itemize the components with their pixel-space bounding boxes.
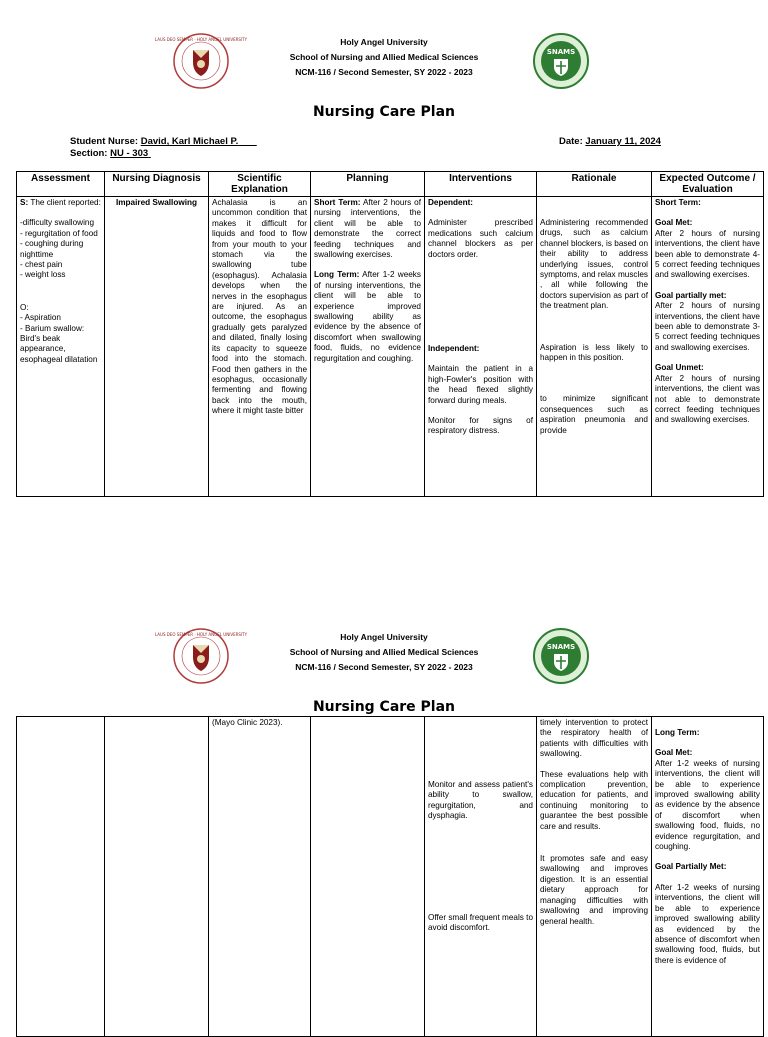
page-header <box>0 0 768 100</box>
header-text <box>0 630 768 675</box>
goal-met-label: Goal Met: <box>655 218 693 228</box>
long-term-goal: After 1-2 weeks of nursing interventions, the client will be able to experience improved swallowing ability as evidence by the absence of discomfort when swallowing food, fluids, no evidence regurgitation and coughing. <box>314 270 421 363</box>
section-value: NU - 303 <box>110 148 149 159</box>
school-name: School of Nursing and Allied Medical Sciences <box>289 52 479 62</box>
table-header-row <box>17 172 764 197</box>
page-title: Nursing Care Plan <box>312 699 456 715</box>
objective-item: - Aspiration <box>20 313 61 323</box>
goal-partially-met-label: Goal Partially Met: <box>655 862 727 872</box>
seal-lettering: SNAMS <box>546 48 576 56</box>
course-line: NCM-116 / Second Semester, SY 2022 - 2023 <box>295 67 473 77</box>
long-term-label: Long Term: <box>655 728 700 737</box>
course-line: NCM-116 / Second Semester, SY 2022 - 2023 <box>295 662 473 672</box>
intervention-item: Offer small frequent meals to avoid discomfort. <box>428 912 533 933</box>
goal-unmet-label: Goal Unmet: <box>655 363 704 373</box>
column-header: Interventions <box>425 172 537 197</box>
subjective-label: S: <box>20 198 29 207</box>
independent-label: Independent: <box>428 344 480 354</box>
date-line <box>559 136 661 147</box>
diagnosis-cell <box>105 717 209 1037</box>
planning-cell <box>311 197 425 497</box>
goal-partially-met-text: After 2 hours of nursing interventions, the client have been able to demonstrate 3-5 correct feeding techniques and swallowing exercises. <box>655 301 760 352</box>
seal-lettering: LAUS DEO SEMPER · HOLY ANGEL UNIVERSITY <box>154 632 248 637</box>
diagnosis-cell: Impaired Swallowing <box>105 197 209 497</box>
long-term-label: Long Term: <box>314 270 360 280</box>
column-header: Scientific Explanation <box>209 172 311 197</box>
column-header: Planning <box>311 172 425 197</box>
symptom-item: - regurgitation of food <box>20 228 98 238</box>
intervention-item: Maintain the patient in a high-Fowler's position with the head flexed slightly forward during meals. <box>428 364 533 405</box>
seal-lettering: SNAMS <box>546 643 576 651</box>
school-name: School of Nursing and Allied Medical Sciences <box>289 647 479 657</box>
evaluation-cell <box>652 717 764 1037</box>
rationale-cell <box>537 197 652 497</box>
rationale-item: to minimize significant consequences such as aspiration pneumonia and provide <box>540 394 648 435</box>
symptom-item: - weight loss <box>20 270 66 280</box>
header-text <box>0 35 768 80</box>
assessment-cell <box>17 717 105 1037</box>
university-name: Holy Angel University <box>340 632 428 642</box>
student-nurse-label: Student Nurse: <box>70 136 141 147</box>
short-term-label: Short Term: <box>655 198 701 207</box>
goal-met-text: After 1-2 weeks of nursing interventions, the client will be able to experience improved swallowing ability as evidence by the absence of discomfort when swallowing food, fluids, no evidence regurgitation, and coughing. <box>655 758 760 852</box>
column-header: Rationale <box>537 172 652 197</box>
page-title: Nursing Care Plan <box>312 104 456 120</box>
interventions-cell <box>425 717 537 1037</box>
university-name: Holy Angel University <box>340 37 428 47</box>
rationale-cell <box>537 717 652 1037</box>
table-row <box>17 717 764 1037</box>
column-header: Nursing Diagnosis <box>105 172 209 197</box>
care-plan-table-continued <box>16 716 764 1037</box>
student-nurse-line <box>70 136 257 147</box>
symptom-item: - coughing during nighttime <box>20 239 84 259</box>
evaluation-cell <box>652 197 764 497</box>
goal-partially-met-text: After 1-2 weeks of nursing interventions, the client will be able to experience improved swallowing ability as evidenced by the absence of discomfort when swallowing food, fluids, but there is evidence of <box>655 882 760 965</box>
scientific-explanation-cell: Achalasia is an uncommon condition that makes it difficult for liquids and food to flow from your mouth to your stomach via the swallowing tube (esophagus). Achalasia develops when the nerves in the esophagus are injured. As an outcome, the esophagus gradually gets paralyzed and dilated, finally losing its capacity to squeeze food into the stomach. Food then gathers in the esophagus, occasionally fermenting and flowing back into the mouth, where it might taste bitter <box>209 197 311 497</box>
intervention-item: Monitor for signs of respiratory distress. <box>428 416 533 436</box>
seal-lettering: LAUS DEO SEMPER · HOLY ANGEL UNIVERSITY <box>154 37 248 42</box>
short-term-goal: After 2 hours of nursing interventions, the client will be able to demonstrate the correct feeding techniques and swallowing exercises. <box>314 198 421 260</box>
assessment-cell <box>17 197 105 497</box>
dependent-label: Dependent: <box>428 198 474 207</box>
snams-seal-icon <box>532 627 590 685</box>
column-header: Expected Outcome / Evaluation <box>652 172 764 197</box>
intervention-item: Administer prescribed medications such calcium channel blockers as per doctors order. <box>428 218 533 259</box>
care-plan-table <box>16 171 764 497</box>
interventions-cell <box>425 197 537 497</box>
short-term-label: Short Term: <box>314 198 361 207</box>
rationale-item: Aspiration is less likely to happen in this position. <box>540 342 648 363</box>
intervention-item: Monitor and assess patient's ability to swallow, regurgitation, and dysphagia. <box>428 780 533 821</box>
goal-met-label: Goal Met: <box>655 748 693 758</box>
symptom-item: -difficulty swallowing <box>20 218 95 228</box>
goal-partially-met-label: Goal partially met: <box>655 290 727 300</box>
date-label: Date: <box>559 136 586 147</box>
column-header: Assessment <box>17 172 105 197</box>
objective-label: O: <box>20 302 29 312</box>
goal-met-text: After 2 hours of nursing interventions, the client have been able to demonstrate 4-5 correct feeding techniques and swallowing exercises. <box>655 228 760 280</box>
care-plan-page-2 <box>0 595 768 1024</box>
rationale-item: Administering recommended drugs, such as calcium channel blockers, is based on their ability to address underlying issues, control symptoms, and relax muscles , all while following the doctors supervision as part of the treatment plan. <box>540 218 648 311</box>
scientific-explanation-cell: (Mayo Clinic 2023). <box>209 717 311 1037</box>
rationale-item: It promotes safe and easy swallowing and improves digestion. It is an essential dietary approach for managing difficulties with swallowing and improving general health. <box>540 854 648 926</box>
section-label: Section: <box>70 148 111 159</box>
section-line <box>70 148 151 159</box>
rationale-item: These evaluations help with complication prevention, education for patients, and continuing monitoring to guarantee the best possible care and results. <box>540 769 648 831</box>
date-value: January 11, 2024 <box>585 136 661 147</box>
student-nurse-name: David, Karl Michael P. <box>140 136 239 147</box>
planning-cell <box>311 717 425 1037</box>
subjective-text: The client reported: <box>28 198 101 207</box>
goal-unmet-text: After 2 hours of nursing interventions, the client was not able to demonstrate correct feeding techniques and swallowing exercises. <box>655 373 760 425</box>
table-row <box>17 197 764 497</box>
symptom-item: - chest pain <box>20 260 63 270</box>
page-header <box>0 595 768 695</box>
snams-seal-icon <box>532 32 590 90</box>
objective-item: - Barium swallow: Bird's beak appearance, esophageal dilatation <box>20 323 98 364</box>
rationale-item: timely intervention to protect the respiratory health of patients with difficulties with swallowing. <box>540 718 648 759</box>
